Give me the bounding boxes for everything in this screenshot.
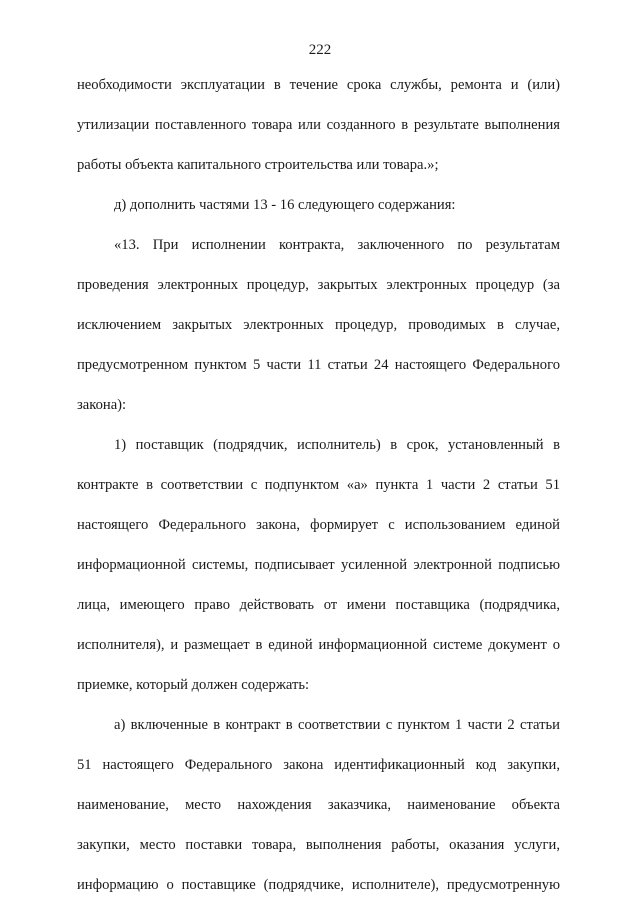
text-line: лица, имеющего право действовать от имени поставщика (подрядчика,: [77, 597, 560, 613]
text-line: наименование, место нахождения заказчика, наименование объекта: [77, 797, 560, 813]
page-number: 222: [308, 42, 332, 58]
text-line: информацию о поставщике (подрядчике, исполнителе), предусмотренную: [77, 877, 560, 893]
text-line: информационной системы, подписывает усиленной электронной подписью: [77, 557, 560, 573]
text-line: работы объекта капитального строительства или товара.»;: [77, 157, 439, 173]
text-line: исключением закрытых электронных процедур, проводимых в случае,: [77, 317, 560, 333]
text-line: предусмотренном пунктом 5 части 11 статьи 24 настоящего Федерального: [77, 357, 560, 373]
text-line: 1) поставщик (подрядчик, исполнитель) в срок, установленный в: [114, 437, 560, 453]
text-line: 51 настоящего Федерального закона идентификационный код закупки,: [77, 757, 560, 773]
text-line: приемке, который должен содержать:: [77, 677, 310, 693]
text-line: необходимости эксплуатации в течение срока службы, ремонта и (или): [77, 77, 560, 93]
text-line: исполнителя), и размещает в единой информационной системе документ о: [77, 637, 560, 653]
text-line: закона):: [77, 397, 127, 413]
text-line: д) дополнить частями 13 - 16 следующего содержания:: [114, 197, 456, 213]
text-line: закупки, место поставки товара, выполнения работы, оказания услуги,: [77, 837, 560, 853]
document-body: [77, 75, 560, 895]
text-line: настоящего Федерального закона, формирует с использованием единой: [77, 517, 560, 533]
text-line: «13. При исполнении контракта, заключенного по результатам: [114, 237, 560, 253]
text-line: а) включенные в контракт в соответствии с пунктом 1 части 2 статьи: [114, 717, 560, 733]
text-line: утилизации поставленного товара или созданного в результате выполнения: [77, 117, 560, 133]
text-line: проведения электронных процедур, закрытых электронных процедур (за: [77, 277, 560, 293]
text-line: контракте в соответствии с подпунктом «а» пункта 1 части 2 статьи 51: [77, 477, 560, 493]
